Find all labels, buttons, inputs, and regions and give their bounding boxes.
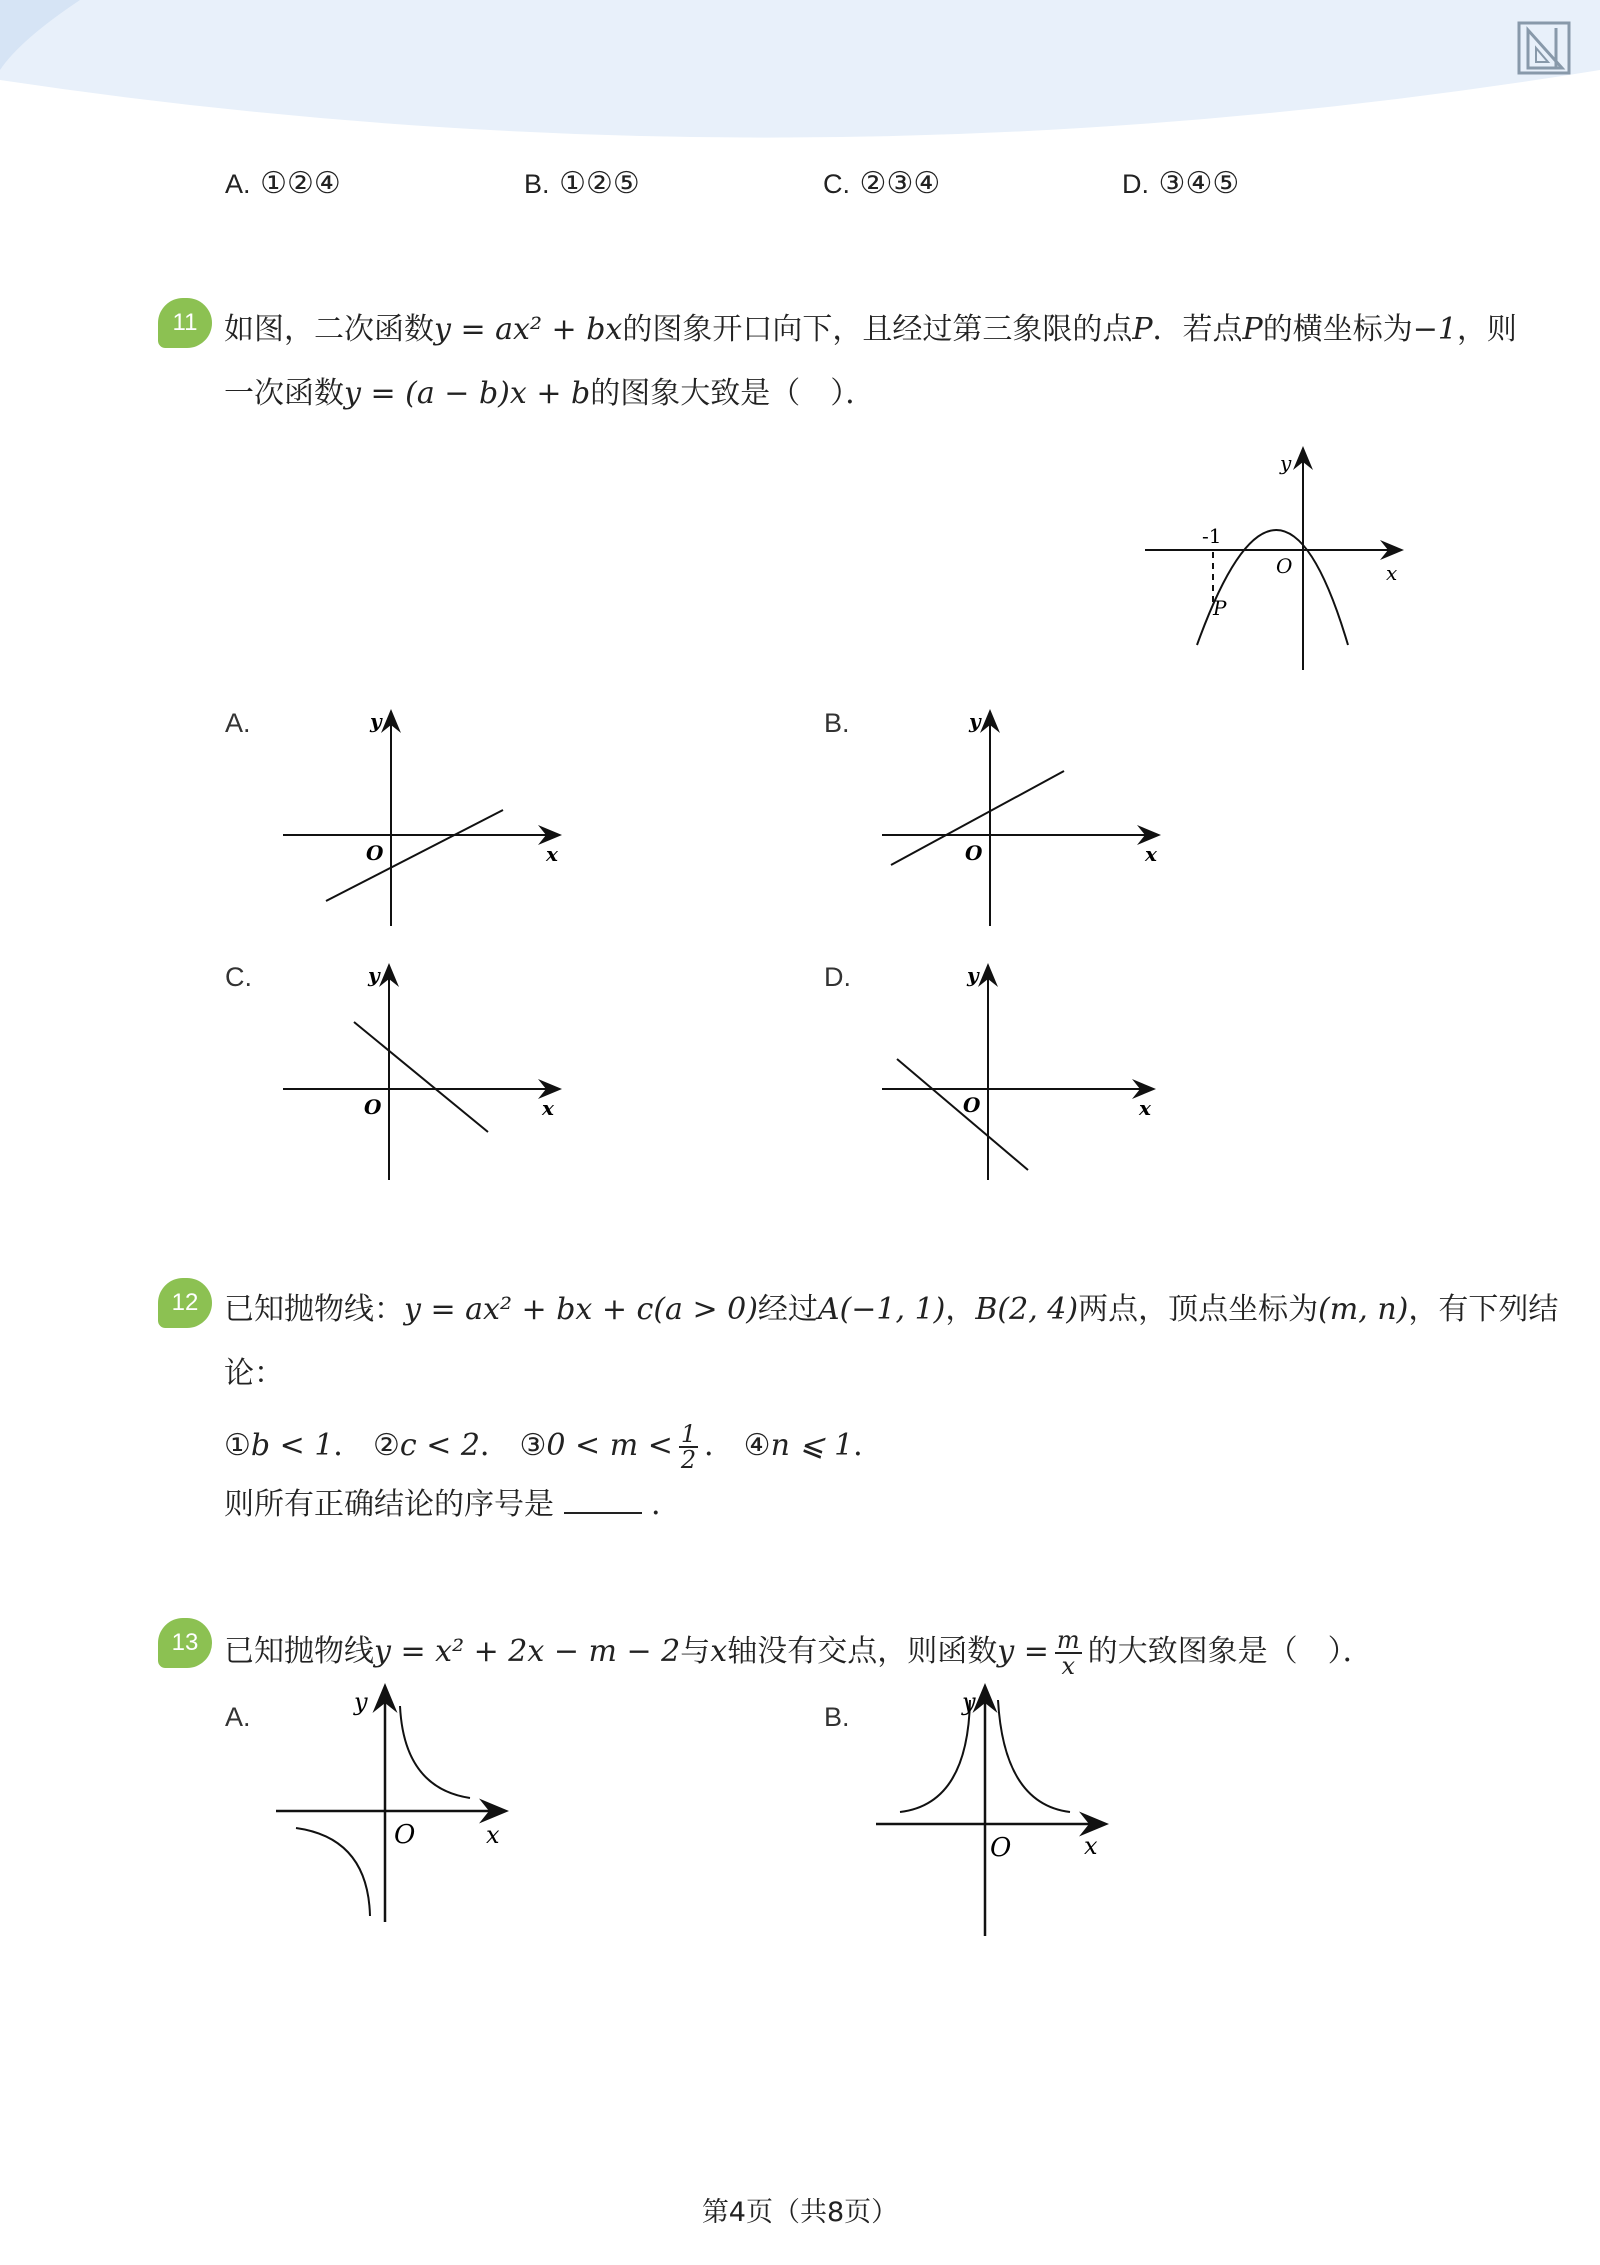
text: 与 xyxy=(680,1634,711,1669)
formula: y = ax² + bx xyxy=(434,312,623,347)
q11-option-b-label[interactable]: B. xyxy=(824,708,850,738)
origin-label: O xyxy=(965,841,983,865)
x-axis-label: x xyxy=(1145,842,1157,866)
text: 的图象开口向下，且经过第三象限的点 xyxy=(622,312,1133,347)
option-text: ①②④ xyxy=(260,166,341,201)
y-axis-label: y xyxy=(962,1688,976,1716)
option-text: ①②⑤ xyxy=(559,166,640,201)
q11-option-b-graph[interactable] xyxy=(877,708,1167,928)
conclusion-marker: ④ xyxy=(743,1428,771,1463)
question-number-13: 13 xyxy=(158,1618,212,1668)
fraction xyxy=(1055,1625,1082,1680)
q13-option-a-graph[interactable] xyxy=(272,1680,522,1930)
fraction xyxy=(679,1419,698,1474)
q11-stem-line1 xyxy=(224,310,1517,350)
text: ，有下列结 xyxy=(1408,1292,1559,1327)
point-p-label: P xyxy=(1213,596,1227,620)
conclusion-expr: c < 2 xyxy=(399,1428,480,1463)
q13-option-a-label[interactable]: A. xyxy=(225,1702,251,1732)
option-letter: D. xyxy=(1122,169,1149,199)
conclusion-marker: ② xyxy=(372,1428,400,1463)
q12-answer-line xyxy=(224,1484,681,1525)
origin-label: O xyxy=(366,841,384,865)
variable: x xyxy=(710,1634,728,1669)
x-axis-label: x xyxy=(1084,1832,1098,1860)
separator: ． xyxy=(333,1428,364,1463)
point-label: P xyxy=(1132,312,1153,347)
formula: y = ax² + bx + c(a > 0) xyxy=(404,1292,758,1327)
y-axis-label: y xyxy=(370,709,382,733)
q11-option-a-graph[interactable] xyxy=(278,708,568,928)
text: ．若点 xyxy=(1152,312,1243,347)
q11-option-a-label[interactable]: A. xyxy=(225,708,251,738)
fraction-denominator: 2 xyxy=(680,1445,697,1474)
fraction-denominator: x xyxy=(1061,1651,1075,1680)
point-b: B(2, 4) xyxy=(975,1292,1079,1327)
formula: y = x² + 2x − m − 2 xyxy=(374,1634,681,1669)
tick-label-neg1: -1 xyxy=(1202,524,1222,548)
value: −1 xyxy=(1412,312,1457,347)
x-axis-label: x xyxy=(1386,561,1398,585)
conclusion-expr: 0 < m < xyxy=(546,1428,673,1463)
formula: y = (a − b)x + b xyxy=(344,376,591,411)
y-axis-label: y xyxy=(969,709,981,733)
q10-option-b[interactable] xyxy=(524,164,640,204)
point-label: P xyxy=(1242,312,1263,347)
q13-stem xyxy=(224,1620,1373,1684)
option-letter: C. xyxy=(823,169,850,199)
page-number: 第4页（共8页） xyxy=(701,2197,899,2228)
text: 则所有正确结论的序号是 xyxy=(224,1487,554,1522)
option-letter: B. xyxy=(524,169,550,199)
x-axis-label: x xyxy=(1139,1096,1151,1120)
origin-label: O xyxy=(990,1833,1012,1863)
text: 轴没有交点，则函数 xyxy=(727,1634,998,1669)
conclusion-expr: b < 1 xyxy=(250,1428,334,1463)
fraction-numerator: 1 xyxy=(680,1419,697,1448)
x-axis-label: x xyxy=(546,842,558,866)
option-text: ③④⑤ xyxy=(1158,166,1240,201)
fraction-numerator: m xyxy=(1056,1625,1080,1654)
q12-stem-line2: 论： xyxy=(224,1356,284,1391)
text: 一次函数 xyxy=(224,376,344,411)
text: 的横坐标为 xyxy=(1262,312,1413,347)
conclusion-expr: n ⩽ 1 xyxy=(770,1428,854,1463)
origin-label: O xyxy=(364,1095,382,1119)
q11-option-d-graph[interactable] xyxy=(877,962,1167,1182)
y-axis-label: y xyxy=(368,963,380,987)
text: ， xyxy=(945,1292,976,1327)
y-axis-label: y xyxy=(354,1688,368,1716)
text: 已知抛物线： xyxy=(224,1292,404,1327)
q11-option-d-label[interactable]: D. xyxy=(824,962,851,992)
y-axis-label: y xyxy=(1280,451,1292,475)
text: ，则 xyxy=(1456,312,1517,347)
q13-option-b-graph[interactable] xyxy=(872,1680,1122,1940)
vertex-coords: (m, n) xyxy=(1318,1292,1409,1327)
x-axis-label: x xyxy=(542,1096,554,1120)
q11-option-c-graph[interactable] xyxy=(278,962,568,1182)
header-wave xyxy=(0,0,1600,150)
origin-label: O xyxy=(394,1820,416,1850)
text: 的大致图象是（ ）． xyxy=(1087,1634,1373,1669)
conclusion-marker: ③ xyxy=(519,1428,547,1463)
formula: y = xyxy=(997,1634,1049,1669)
text: 的图象大致是（ ）． xyxy=(590,376,876,411)
text: ． xyxy=(651,1487,682,1522)
q10-option-a[interactable] xyxy=(225,164,341,204)
q11-stem-line2 xyxy=(224,374,875,414)
origin-label: O xyxy=(1276,554,1293,578)
q12-stem-line1 xyxy=(224,1290,1558,1330)
question-number-11: 11 xyxy=(158,298,212,348)
point-a: A(−1, 1) xyxy=(817,1292,946,1327)
conclusion-marker: ① xyxy=(224,1428,251,1463)
x-axis-label: x xyxy=(486,1821,500,1849)
text: 两点，顶点坐标为 xyxy=(1078,1292,1319,1327)
answer-blank[interactable] xyxy=(564,1484,642,1514)
separator: ． xyxy=(479,1428,510,1463)
y-axis-label: y xyxy=(967,963,979,987)
q10-option-c[interactable] xyxy=(823,164,940,204)
option-letter: A. xyxy=(225,169,251,199)
separator: ． xyxy=(853,1428,884,1463)
q12-conclusions xyxy=(224,1418,883,1474)
separator: ． xyxy=(704,1428,735,1463)
text: 经过 xyxy=(757,1292,818,1327)
ruler-triangle-icon xyxy=(1516,20,1572,76)
origin-label: O xyxy=(963,1093,981,1117)
q11-parabola-figure xyxy=(1140,445,1410,675)
option-text: ②③④ xyxy=(859,166,941,201)
q10-option-d[interactable] xyxy=(1122,164,1239,204)
question-number-12: 12 xyxy=(158,1278,212,1328)
text: 如图，二次函数 xyxy=(224,312,434,347)
q11-option-c-label[interactable]: C. xyxy=(225,962,252,992)
q13-option-b-label[interactable]: B. xyxy=(824,1702,850,1732)
text: 已知抛物线 xyxy=(224,1634,374,1669)
